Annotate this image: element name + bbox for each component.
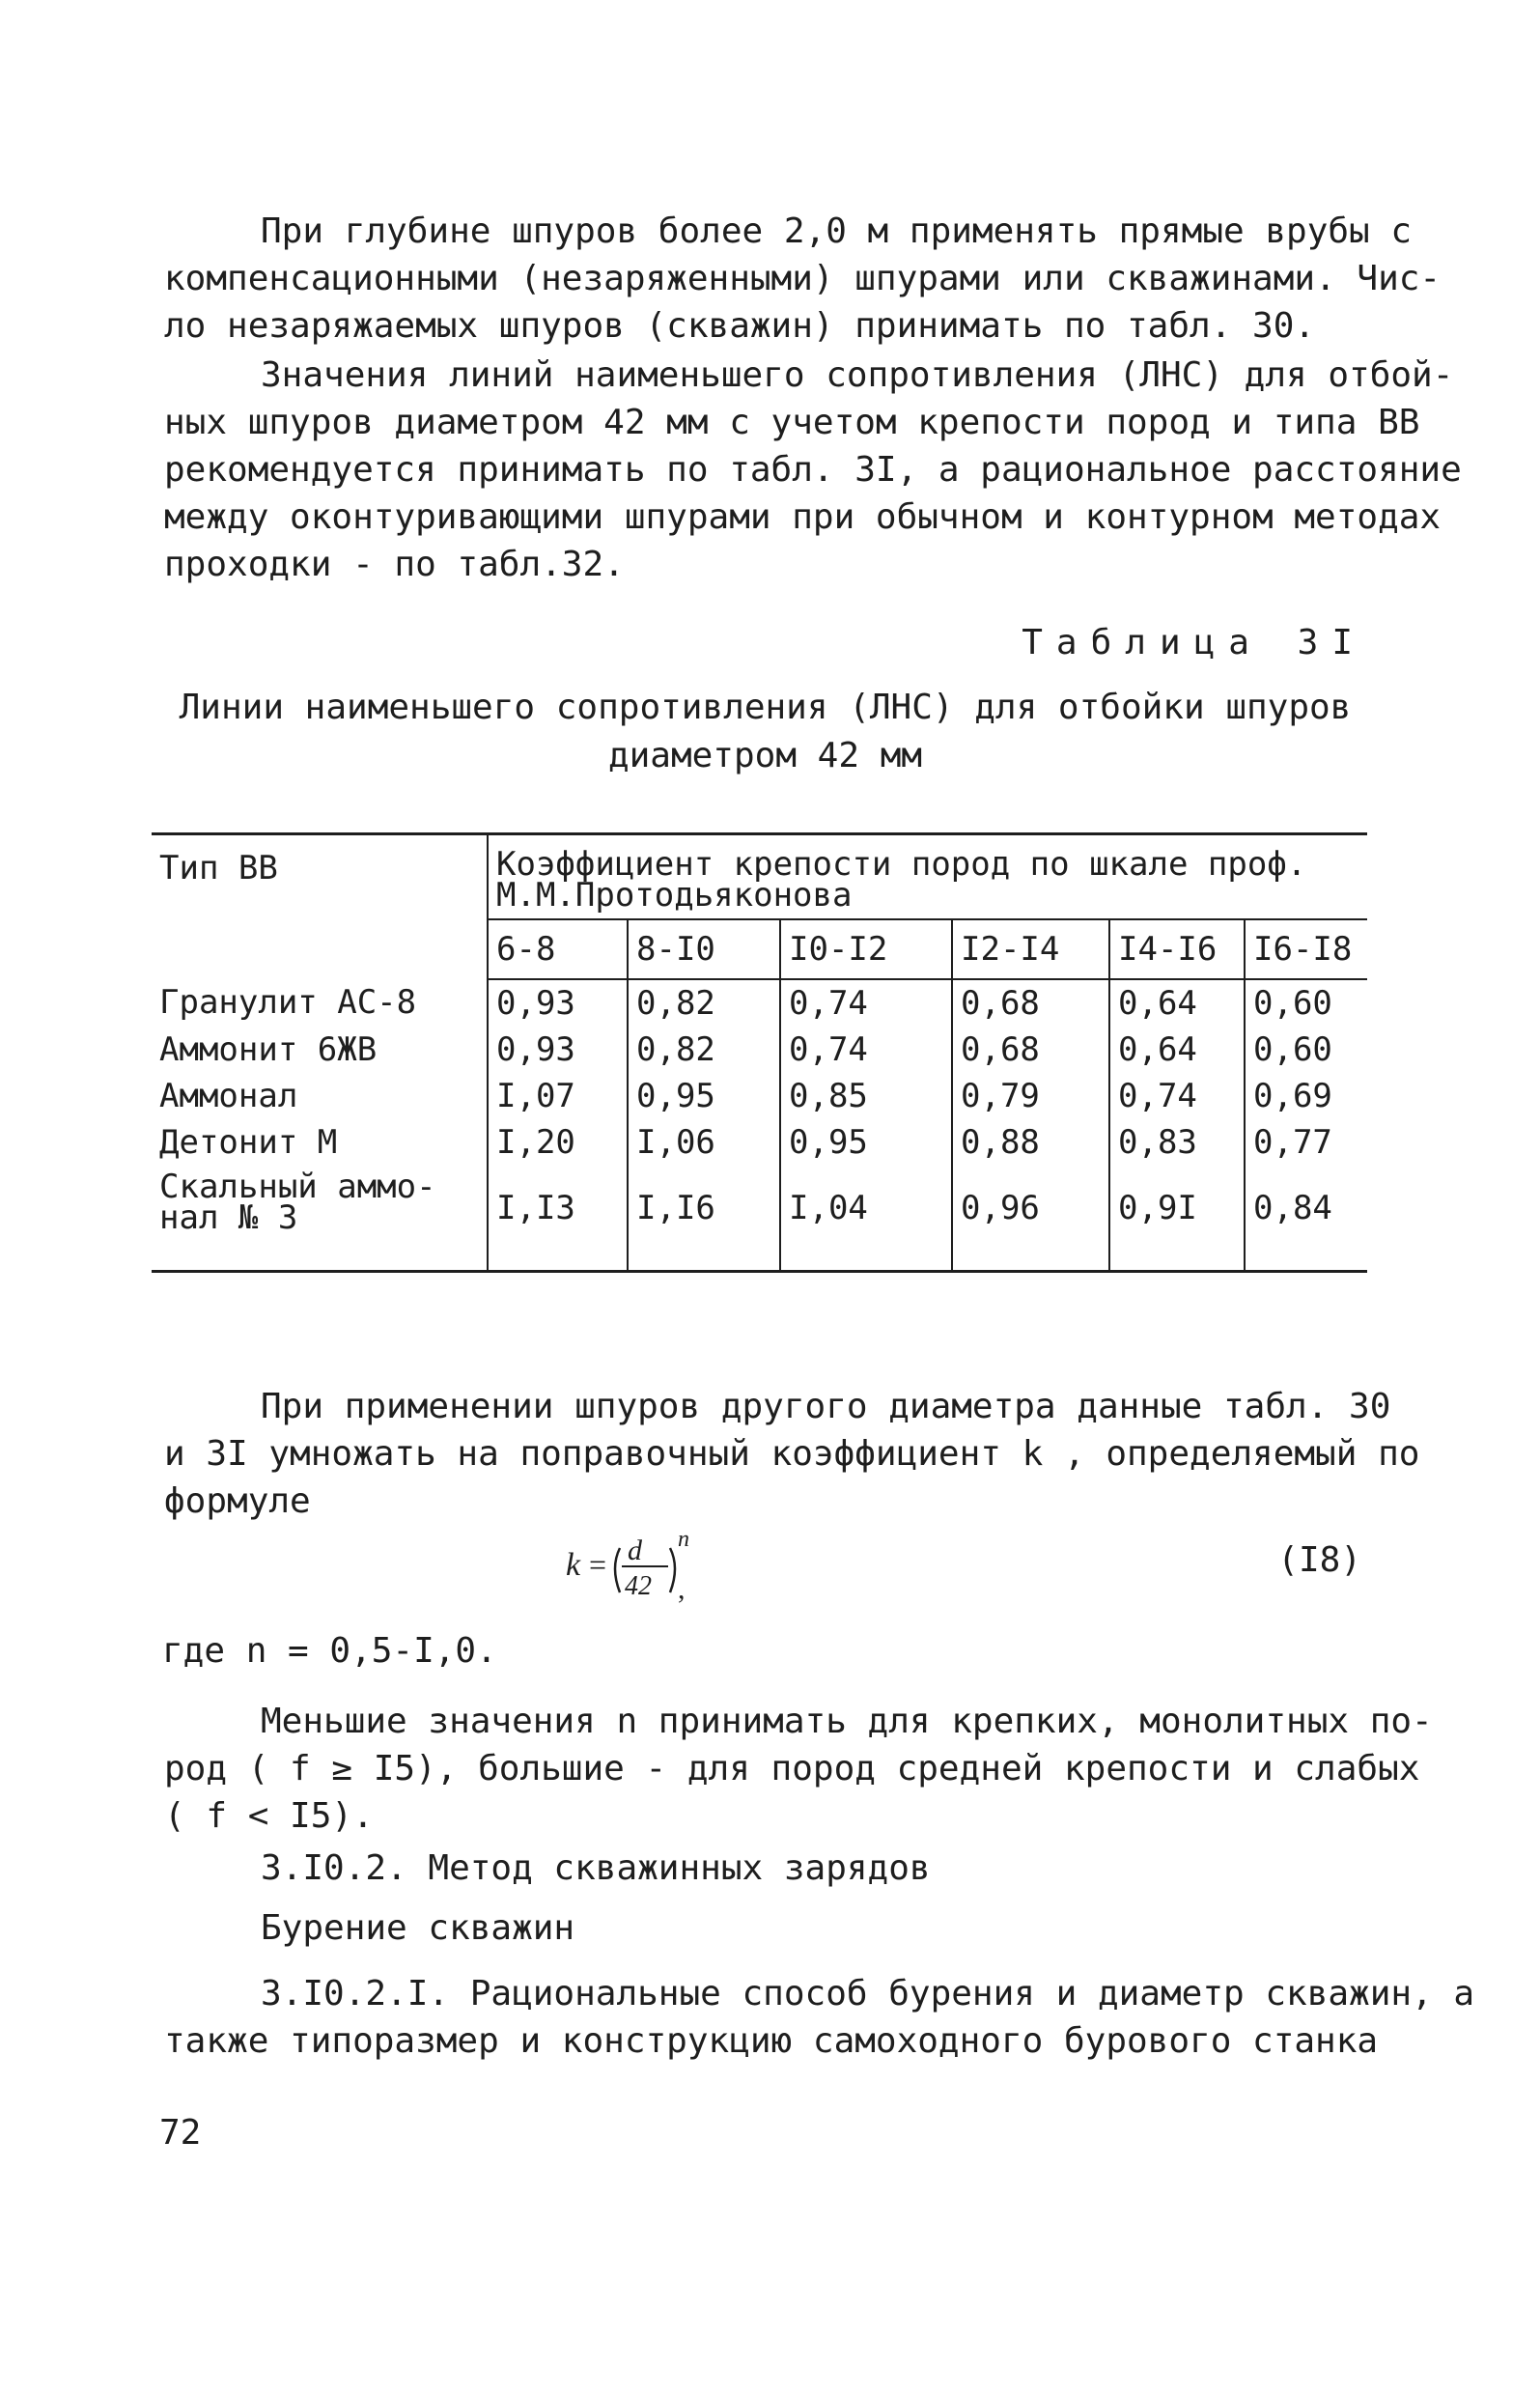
table-row bbox=[152, 1119, 1367, 1166]
lns-table bbox=[152, 832, 1367, 1273]
value-cell: 0,93 bbox=[488, 1027, 628, 1073]
table-title-line: Линии наименьшего сопротивления (ЛНС) для отбойки шпуров bbox=[179, 688, 1352, 727]
header-line: М.М.Протодьяконова bbox=[496, 876, 853, 915]
table-title bbox=[164, 684, 1366, 780]
value-cell: 0,93 bbox=[488, 979, 628, 1027]
row-name: Гранулит АС-8 bbox=[159, 983, 417, 1022]
text-line: и 3I умножать на поправочный коэффициент k , определяемый по bbox=[164, 1434, 1420, 1474]
formula-numerator: d bbox=[628, 1535, 642, 1566]
text-line: 3.I0.2. Метод скважинных зарядов bbox=[261, 1848, 931, 1888]
subheader-cell: 8-I0 bbox=[628, 919, 780, 979]
text-line: также типоразмер и конструкцию самоходного бурового станка bbox=[164, 2021, 1379, 2061]
header-explosive-type: Тип ВВ bbox=[152, 834, 488, 980]
text-line: ло незаряжаемых шпуров (скважин) принимать по табл. 30. bbox=[164, 306, 1316, 346]
value-cell: 0,69 bbox=[1245, 1073, 1367, 1119]
text-line: ных шпуров диаметром 42 мм с учетом крепости пород и типа ВВ bbox=[164, 403, 1420, 442]
value-cell: 0,84 bbox=[1245, 1166, 1367, 1272]
formula-paren-right bbox=[670, 1548, 675, 1592]
value-cell: 0,68 bbox=[952, 979, 1109, 1027]
value-cell: 0,96 bbox=[952, 1166, 1109, 1272]
text-line: При применении шпуров другого диаметра данные табл. 30 bbox=[261, 1387, 1391, 1426]
value-cell: 0,9I bbox=[1109, 1166, 1245, 1272]
text-line: 3.I0.2.I. Рациональные способ бурения и диаметр скважин, а bbox=[261, 1974, 1475, 2014]
formula-exponent: n bbox=[678, 1527, 689, 1552]
paragraph-deep-holes bbox=[164, 208, 1442, 350]
text-line: При глубине шпуров более 2,0 м применять прямые врубы с bbox=[261, 211, 1413, 251]
paragraph-drilling bbox=[164, 1970, 1475, 2065]
subheader-cell: I0-I2 bbox=[780, 919, 952, 979]
header-line: Коэффициент крепости пород по шкале проф. bbox=[496, 845, 1307, 884]
table-header-row bbox=[152, 834, 1367, 920]
value-cell: I,20 bbox=[488, 1119, 628, 1166]
value-cell: 0,79 bbox=[952, 1073, 1109, 1119]
value-cell: 0,82 bbox=[628, 1027, 780, 1073]
text-line: между оконтуривающими шпурами при обычном и контурном методах bbox=[164, 497, 1442, 537]
row-name-line: нал № 3 bbox=[159, 1198, 298, 1237]
page-number: 72 bbox=[159, 2113, 202, 2153]
text-line: где n = 0,5-I,0. bbox=[162, 1631, 497, 1671]
value-cell: 0,60 bbox=[1245, 1027, 1367, 1073]
text-line: ( f < I5). bbox=[164, 1796, 374, 1836]
subheading bbox=[164, 1904, 1366, 1952]
row-name: Аммонит 6ЖВ bbox=[159, 1030, 378, 1069]
value-cell: 0,60 bbox=[1245, 979, 1367, 1027]
formula-lhs: k bbox=[566, 1547, 581, 1583]
row-name bbox=[152, 1166, 488, 1272]
value-cell: 0,95 bbox=[628, 1073, 780, 1119]
row-name: Аммонал bbox=[159, 1077, 298, 1115]
value-cell: 0,95 bbox=[780, 1119, 952, 1166]
formula-k bbox=[560, 1521, 763, 1608]
table-row bbox=[152, 1027, 1367, 1073]
formula-denominator: 42 bbox=[625, 1571, 652, 1601]
value-cell: 0,64 bbox=[1109, 1027, 1245, 1073]
subheader-cell: 6-8 bbox=[488, 919, 628, 979]
value-cell: 0,82 bbox=[628, 979, 780, 1027]
text-line: Меньшие значения n принимать для крепких, монолитных по- bbox=[261, 1702, 1433, 1741]
text-line: компенсационными (незаряженными) шпурами или скважинами. Чис- bbox=[164, 259, 1442, 298]
text-line: род ( f ≥ I5), большие - для пород средней крепости и слабых bbox=[164, 1749, 1420, 1788]
value-cell: 0,74 bbox=[780, 979, 952, 1027]
formula-equals: = bbox=[589, 1547, 607, 1582]
paragraph-lns-values bbox=[164, 352, 1462, 588]
value-cell: 0,83 bbox=[1109, 1119, 1245, 1166]
value-cell: I,07 bbox=[488, 1073, 628, 1119]
text-line: Значения линий наименьшего сопротивления (ЛНС) для отбой- bbox=[261, 355, 1454, 395]
value-cell: I,I6 bbox=[628, 1166, 780, 1272]
value-cell: 0,85 bbox=[780, 1073, 952, 1119]
paragraph-other-diameter bbox=[164, 1383, 1420, 1525]
table-row bbox=[152, 1073, 1367, 1119]
value-cell: 0,68 bbox=[952, 1027, 1109, 1073]
text-line: рекомендуется принимать по табл. 3I, а рациональное расстояние bbox=[164, 450, 1462, 490]
paragraph-n-values bbox=[164, 1698, 1433, 1840]
row-name: Детонит М bbox=[159, 1123, 338, 1162]
subheader-cell: I2-I4 bbox=[952, 919, 1109, 979]
table-row bbox=[152, 1166, 1367, 1272]
formula-comma: , bbox=[678, 1573, 686, 1605]
row-name-line: Скальный аммо- bbox=[159, 1168, 436, 1206]
value-cell: I,I3 bbox=[488, 1166, 628, 1272]
formula-paren-left bbox=[615, 1548, 620, 1592]
header-rock-hardness bbox=[488, 834, 1367, 920]
text-line: Бурение скважин bbox=[261, 1908, 575, 1948]
value-cell: 0,77 bbox=[1245, 1119, 1367, 1166]
formula-number: (I8) bbox=[1277, 1540, 1361, 1580]
where-line bbox=[162, 1627, 1364, 1675]
table-title-line: диаметром 42 мм bbox=[607, 736, 923, 775]
table-row bbox=[152, 979, 1367, 1027]
value-cell: 0,74 bbox=[780, 1027, 952, 1073]
section-heading bbox=[164, 1845, 1366, 1892]
value-cell: I,06 bbox=[628, 1119, 780, 1166]
value-cell: 0,74 bbox=[1109, 1073, 1245, 1119]
subheader-cell: I6-I8 bbox=[1245, 919, 1367, 979]
subheader-cell: I4-I6 bbox=[1109, 919, 1245, 979]
value-cell: 0,64 bbox=[1109, 979, 1245, 1027]
text-line: проходки - по табл.32. bbox=[164, 545, 625, 584]
text-line: формуле bbox=[164, 1481, 311, 1521]
value-cell: 0,88 bbox=[952, 1119, 1109, 1166]
table-caption: Таблица 3I bbox=[1022, 623, 1366, 662]
value-cell: I,04 bbox=[780, 1166, 952, 1272]
